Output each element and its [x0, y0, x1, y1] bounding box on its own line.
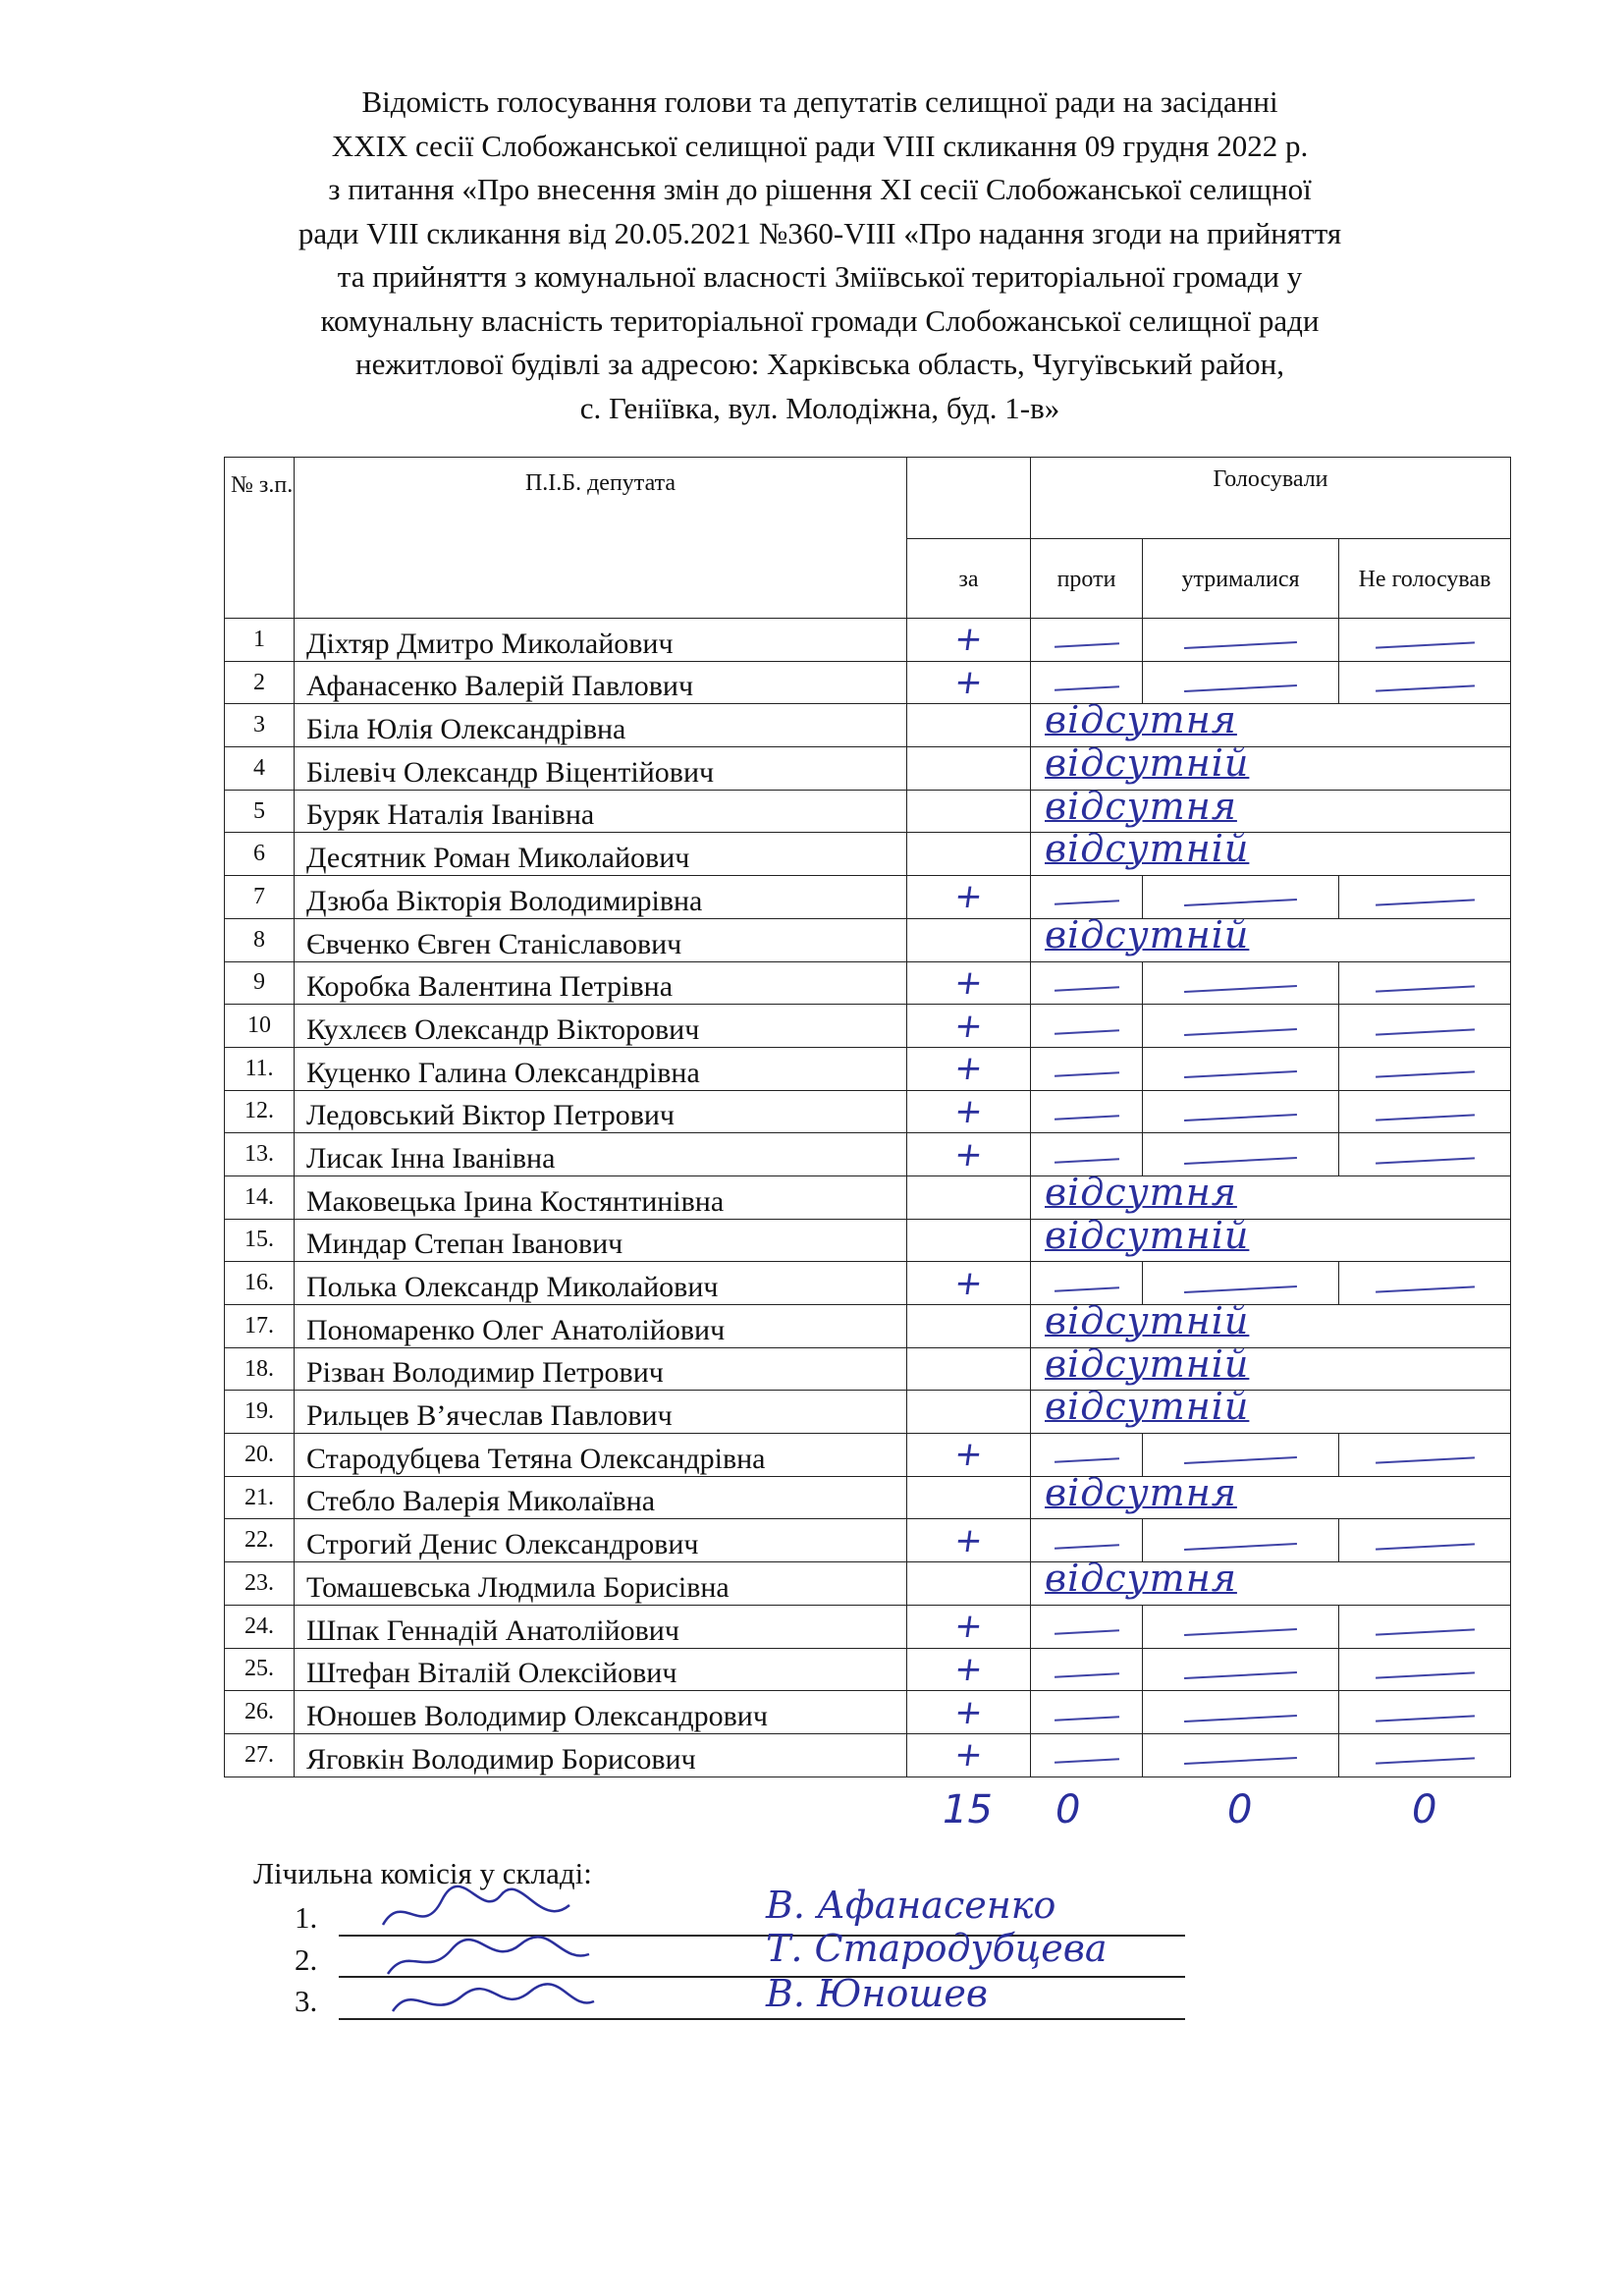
row-number: 23.	[225, 1562, 295, 1606]
absent-cell	[1031, 1470, 1511, 1519]
row-number: 25.	[225, 1648, 295, 1691]
dash-mark	[1055, 1458, 1119, 1463]
vote-not-voted-cell	[1339, 1691, 1511, 1734]
dash-mark	[1055, 901, 1119, 905]
row-number: 1	[225, 619, 295, 662]
row-number: 17.	[225, 1305, 295, 1348]
total-not-voted: 0	[1412, 1787, 1437, 1832]
deputy-name: Десятник Роман Миколайович	[295, 833, 907, 876]
dash-mark	[1055, 685, 1119, 690]
table-row	[225, 1047, 1511, 1090]
dash-mark	[1184, 641, 1297, 649]
dash-mark	[1055, 1759, 1119, 1764]
dash-mark	[1376, 642, 1475, 649]
header-abstain: утрималися	[1143, 539, 1339, 619]
row-number: 13.	[225, 1133, 295, 1176]
table-row	[225, 1434, 1511, 1477]
dash-mark	[1055, 986, 1119, 991]
vote-abstain-cell	[1143, 1047, 1339, 1090]
row-number: 11.	[225, 1047, 295, 1090]
absent-note: відсутній	[1045, 912, 1250, 957]
row-number: 6	[225, 833, 295, 876]
deputy-name: Куценко Галина Олександрівна	[295, 1047, 907, 1090]
dash-mark	[1184, 1028, 1297, 1036]
vote-against-cell	[1031, 619, 1143, 662]
vote-for-cell	[907, 918, 1031, 961]
deputy-name: Діхтяр Дмитро Миколайович	[295, 619, 907, 662]
absent-note: відсутня	[1045, 1170, 1237, 1214]
dash-mark	[1055, 1672, 1119, 1677]
absent-note: відсутній	[1045, 1385, 1250, 1429]
vote-against-cell	[1031, 1605, 1143, 1648]
heading-line: с. Геніївка, вул. Молодіжна, буд. 1-в»	[579, 390, 1060, 425]
vote-abstain-cell	[1143, 1605, 1339, 1648]
table-row	[225, 1562, 1511, 1606]
vote-for-cell	[907, 1648, 1031, 1691]
absent-cell	[1031, 1213, 1511, 1262]
vote-for-cell	[907, 876, 1031, 919]
dash-mark	[1055, 1286, 1119, 1291]
heading-line: з питання «Про внесення змін до рішення ХІ сесії Слобожанської селищної	[328, 172, 1312, 206]
heading-line: та прийняття з комунальної власності Зміївської територіальної громади у	[337, 259, 1303, 294]
vote-not-voted-cell	[1339, 661, 1511, 704]
table-row	[225, 1519, 1511, 1562]
vote-not-voted-cell	[1339, 1005, 1511, 1048]
absent-cell	[1031, 912, 1511, 961]
heading-line: нежитлової будівлі за адресою: Харківська область, Чугуївський район,	[354, 347, 1285, 381]
vote-against-cell	[1031, 1434, 1143, 1477]
table-row	[225, 747, 1511, 791]
vote-abstain-cell	[1143, 1691, 1339, 1734]
table-row	[225, 1175, 1511, 1219]
deputy-name: Штефан Віталій Олексійович	[295, 1648, 907, 1691]
vote-for-cell	[907, 1305, 1031, 1348]
deputy-name: Різван Володимир Петрович	[295, 1347, 907, 1391]
total-against: 0	[1055, 1787, 1081, 1832]
vote-for-cell	[907, 1733, 1031, 1777]
dash-mark	[1184, 1114, 1297, 1121]
vote-for-cell	[907, 747, 1031, 791]
dash-mark	[1184, 899, 1297, 906]
vote-for-cell	[907, 619, 1031, 662]
table-row	[225, 1219, 1511, 1262]
deputy-name: Буряк Наталія Іванівна	[295, 790, 907, 833]
deputy-name: Лисак Інна Іванівна	[295, 1133, 907, 1176]
vote-for-cell	[907, 790, 1031, 833]
vote-for-mark: +	[951, 1049, 986, 1089]
deputy-name: Яговкін Володимир Борисович	[295, 1733, 907, 1777]
dash-mark	[1376, 1629, 1475, 1636]
header-not-voted: Не голосував	[1339, 539, 1511, 619]
absent-cell	[1031, 1170, 1511, 1219]
absent-note: відсутній	[1045, 741, 1250, 786]
vote-not-voted-cell	[1339, 1519, 1511, 1562]
dash-mark	[1376, 985, 1475, 992]
commission-member-name: В. Афанасенко	[766, 1884, 1056, 1927]
dash-mark	[1055, 1544, 1119, 1549]
vote-abstain-cell	[1143, 1090, 1339, 1133]
dash-mark	[1184, 1715, 1297, 1722]
deputy-name: Рильцев В’ячеслав Павлович	[295, 1391, 907, 1434]
deputy-name: Юношев Володимир Олександрович	[295, 1691, 907, 1734]
dash-mark	[1376, 1543, 1475, 1550]
vote-not-voted-cell	[1339, 1733, 1511, 1777]
absent-note: відсутній	[1045, 827, 1250, 871]
vote-for-cell	[907, 661, 1031, 704]
deputy-name: Дзюба Вікторія Володимирівна	[295, 876, 907, 919]
vote-for-cell	[907, 1175, 1031, 1219]
dash-mark	[1055, 1716, 1119, 1721]
deputy-name: Кухлєєв Олександр Вікторович	[295, 1005, 907, 1048]
vote-abstain-cell	[1143, 661, 1339, 704]
absent-note: відсутня	[1045, 784, 1237, 828]
absent-cell	[1031, 1557, 1511, 1606]
vote-for-cell	[907, 1047, 1031, 1090]
table-row	[225, 1347, 1511, 1391]
commission-member-number: 3.	[295, 1984, 318, 2018]
vote-not-voted-cell	[1339, 1133, 1511, 1176]
vote-against-cell	[1031, 1090, 1143, 1133]
row-number: 15.	[225, 1219, 295, 1262]
table-row	[225, 790, 1511, 833]
row-number: 21.	[225, 1476, 295, 1519]
vote-not-voted-cell	[1339, 876, 1511, 919]
row-number: 10	[225, 1005, 295, 1048]
dash-mark	[1184, 1628, 1297, 1636]
row-number: 2	[225, 661, 295, 704]
vote-abstain-cell	[1143, 1262, 1339, 1305]
table-row	[225, 1090, 1511, 1133]
dash-mark	[1055, 1629, 1119, 1634]
absent-note: відсутній	[1045, 1341, 1250, 1386]
absent-cell	[1031, 741, 1511, 791]
vote-abstain-cell	[1143, 876, 1339, 919]
vote-not-voted-cell	[1339, 1090, 1511, 1133]
header-deputy-name: П.І.Б. депутата	[295, 458, 907, 619]
dash-mark	[1184, 1757, 1297, 1765]
dash-mark	[1184, 985, 1297, 993]
dash-mark	[1055, 1115, 1119, 1120]
deputy-name: Білевіч Олександр Віцентійович	[295, 747, 907, 791]
heading-line: комунальну власність територіальної громади Слобожанської селищної ради	[320, 302, 1320, 338]
dash-mark	[1376, 1457, 1475, 1464]
absent-note: відсутній	[1045, 1213, 1250, 1257]
vote-for-mark: +	[951, 1692, 986, 1732]
vote-not-voted-cell	[1339, 619, 1511, 662]
deputy-name: Строгий Денис Олександрович	[295, 1519, 907, 1562]
dash-mark	[1055, 643, 1119, 648]
vote-not-voted-cell	[1339, 1262, 1511, 1305]
vote-against-cell	[1031, 1005, 1143, 1048]
vote-for-mark: +	[951, 1735, 986, 1776]
dash-mark	[1376, 1028, 1475, 1035]
deputy-name: Томашевська Людмила Борисівна	[295, 1562, 907, 1606]
header-voted-group: Голосували	[1031, 458, 1511, 539]
vote-abstain-cell	[1143, 1648, 1339, 1691]
vote-against-cell	[1031, 1133, 1143, 1176]
vote-for-mark: +	[951, 1435, 986, 1475]
dash-mark	[1184, 1456, 1297, 1464]
deputy-name: Маковецька Ірина Костянтинівна	[295, 1175, 907, 1219]
vote-for-cell	[907, 1262, 1031, 1305]
absent-note: відсутня	[1045, 698, 1237, 742]
commission-member-name: Т. Стародубцева	[766, 1927, 1108, 1970]
row-number: 24.	[225, 1605, 295, 1648]
vote-against-cell	[1031, 961, 1143, 1005]
deputy-name: Миндар Степан Іванович	[295, 1219, 907, 1262]
row-number: 26.	[225, 1691, 295, 1734]
deputy-name: Афанасенко Валерій Павлович	[295, 661, 907, 704]
table-row	[225, 619, 1511, 662]
vote-against-cell	[1031, 876, 1143, 919]
row-number: 16.	[225, 1262, 295, 1305]
dash-mark	[1184, 1543, 1297, 1551]
row-number: 5	[225, 790, 295, 833]
vote-for-mark: +	[951, 1006, 986, 1046]
table-row	[225, 1648, 1511, 1691]
table-row	[225, 1005, 1511, 1048]
vote-for-cell	[907, 1691, 1031, 1734]
heading-line: XXIX сесії Слобожанської селищної ради VIII скликання 09 грудня 2022 р.	[331, 128, 1309, 163]
deputy-name: Біла Юлія Олександрівна	[295, 704, 907, 747]
dash-mark	[1055, 1072, 1119, 1077]
commission-label: Лічильна комісія у складі:	[253, 1856, 592, 1890]
signature-scribble	[373, 1967, 609, 2026]
row-number: 22.	[225, 1519, 295, 1562]
vote-for-mark: +	[951, 1649, 986, 1689]
total-for: 15	[943, 1787, 993, 1832]
vote-for-mark: +	[951, 1263, 986, 1303]
header-empty	[907, 458, 1031, 539]
absent-cell	[1031, 1341, 1511, 1391]
table-row	[225, 1133, 1511, 1176]
vote-totals	[0, 1787, 1623, 1846]
vote-for-cell	[907, 961, 1031, 1005]
absent-cell	[1031, 1299, 1511, 1348]
dash-mark	[1376, 1157, 1475, 1164]
vote-for-cell	[907, 1519, 1031, 1562]
dash-mark	[1184, 684, 1297, 692]
dash-mark	[1376, 900, 1475, 906]
vote-not-voted-cell	[1339, 1047, 1511, 1090]
vote-abstain-cell	[1143, 1133, 1339, 1176]
absent-cell	[1031, 698, 1511, 747]
total-abstain: 0	[1227, 1787, 1253, 1832]
deputy-name: Стародубцева Тетяна Олександрівна	[295, 1434, 907, 1477]
dash-mark	[1055, 1158, 1119, 1163]
row-number: 20.	[225, 1434, 295, 1477]
commission-member-number: 2.	[295, 1942, 318, 1977]
table-row	[225, 704, 1511, 747]
vote-for-cell	[907, 1133, 1031, 1176]
vote-for-cell	[907, 1562, 1031, 1606]
vote-abstain-cell	[1143, 1005, 1339, 1048]
row-number: 27.	[225, 1733, 295, 1777]
table-row	[225, 1691, 1511, 1734]
header-number: № з.п.	[225, 458, 295, 619]
vote-abstain-cell	[1143, 1733, 1339, 1777]
vote-abstain-cell	[1143, 961, 1339, 1005]
heading-line: ради VIII скликання від 20.05.2021 №360-VIII «Про надання згоди на прийняття	[298, 215, 1342, 250]
deputy-name: Пономаренко Олег Анатолійович	[295, 1305, 907, 1348]
table-row	[225, 1262, 1511, 1305]
header-for: за	[907, 539, 1031, 619]
deputy-name: Шпак Геннадій Анатолійович	[295, 1605, 907, 1648]
vote-for-cell	[907, 1090, 1031, 1133]
vote-not-voted-cell	[1339, 1434, 1511, 1477]
row-number: 4	[225, 747, 295, 791]
vote-for-mark: +	[951, 620, 986, 660]
deputy-name: Полька Олександр Миколайович	[295, 1262, 907, 1305]
deputy-name: Ледовський Віктор Петрович	[295, 1090, 907, 1133]
dash-mark	[1376, 684, 1475, 691]
row-number: 14.	[225, 1175, 295, 1219]
vote-against-cell	[1031, 1519, 1143, 1562]
table-row	[225, 1733, 1511, 1777]
vote-against-cell	[1031, 1691, 1143, 1734]
vote-against-cell	[1031, 1648, 1143, 1691]
vote-for-cell	[907, 1005, 1031, 1048]
absent-note: відсутня	[1045, 1470, 1237, 1514]
dash-mark	[1376, 1758, 1475, 1765]
table-row	[225, 1476, 1511, 1519]
vote-for-mark: +	[951, 663, 986, 703]
row-number: 19.	[225, 1391, 295, 1434]
vote-for-mark: +	[951, 877, 986, 917]
absent-cell	[1031, 784, 1511, 833]
voting-rows	[225, 619, 1511, 1777]
dash-mark	[1376, 1671, 1475, 1678]
vote-for-cell	[907, 704, 1031, 747]
table-row	[225, 661, 1511, 704]
dash-mark	[1376, 1071, 1475, 1078]
table-row	[225, 833, 1511, 876]
commission-member-name: В. Юношев	[766, 1972, 988, 2015]
vote-for-cell	[907, 1347, 1031, 1391]
vote-against-cell	[1031, 1733, 1143, 1777]
dash-mark	[1055, 1029, 1119, 1034]
row-number: 3	[225, 704, 295, 747]
table-row	[225, 1391, 1511, 1434]
vote-against-cell	[1031, 1262, 1143, 1305]
deputy-name: Стебло Валерія Миколаївна	[295, 1476, 907, 1519]
deputy-name: Євченко Євген Станіславович	[295, 918, 907, 961]
commission-member-number: 1.	[295, 1900, 318, 1935]
dash-mark	[1184, 1671, 1297, 1679]
vote-for-cell	[907, 1605, 1031, 1648]
vote-not-voted-cell	[1339, 1648, 1511, 1691]
header-against: проти	[1031, 539, 1143, 619]
document-heading	[196, 81, 1443, 430]
vote-for-cell	[907, 1476, 1031, 1519]
vote-abstain-cell	[1143, 619, 1339, 662]
vote-for-mark: +	[951, 1520, 986, 1560]
table-row	[225, 876, 1511, 919]
row-number: 12.	[225, 1090, 295, 1133]
row-number: 7	[225, 876, 295, 919]
row-number: 8	[225, 918, 295, 961]
vote-not-voted-cell	[1339, 961, 1511, 1005]
vote-for-mark: +	[951, 1134, 986, 1175]
absent-note: відсутня	[1045, 1557, 1237, 1601]
vote-for-cell	[907, 1434, 1031, 1477]
dash-mark	[1376, 1285, 1475, 1292]
vote-against-cell	[1031, 661, 1143, 704]
vote-against-cell	[1031, 1047, 1143, 1090]
vote-for-mark: +	[951, 1091, 986, 1131]
vote-for-mark: +	[951, 962, 986, 1003]
vote-for-cell	[907, 1391, 1031, 1434]
row-number: 9	[225, 961, 295, 1005]
dash-mark	[1184, 1285, 1297, 1293]
deputy-name: Коробка Валентина Петрівна	[295, 961, 907, 1005]
vote-for-cell	[907, 833, 1031, 876]
vote-abstain-cell	[1143, 1434, 1339, 1477]
table-row	[225, 1605, 1511, 1648]
row-number: 18.	[225, 1347, 295, 1391]
dash-mark	[1376, 1114, 1475, 1121]
voting-table	[224, 457, 1511, 1777]
table-row	[225, 961, 1511, 1005]
vote-for-mark: +	[951, 1607, 986, 1647]
absent-cell	[1031, 1385, 1511, 1434]
absent-cell	[1031, 827, 1511, 876]
absent-note: відсутній	[1045, 1299, 1250, 1342]
heading-line: Відомість голосування голови та депутатів селищної ради на засіданні	[361, 84, 1278, 119]
dash-mark	[1376, 1715, 1475, 1722]
vote-abstain-cell	[1143, 1519, 1339, 1562]
table-row	[225, 1305, 1511, 1348]
vote-for-cell	[907, 1219, 1031, 1262]
dash-mark	[1184, 1157, 1297, 1165]
dash-mark	[1184, 1070, 1297, 1078]
table-row	[225, 918, 1511, 961]
vote-not-voted-cell	[1339, 1605, 1511, 1648]
